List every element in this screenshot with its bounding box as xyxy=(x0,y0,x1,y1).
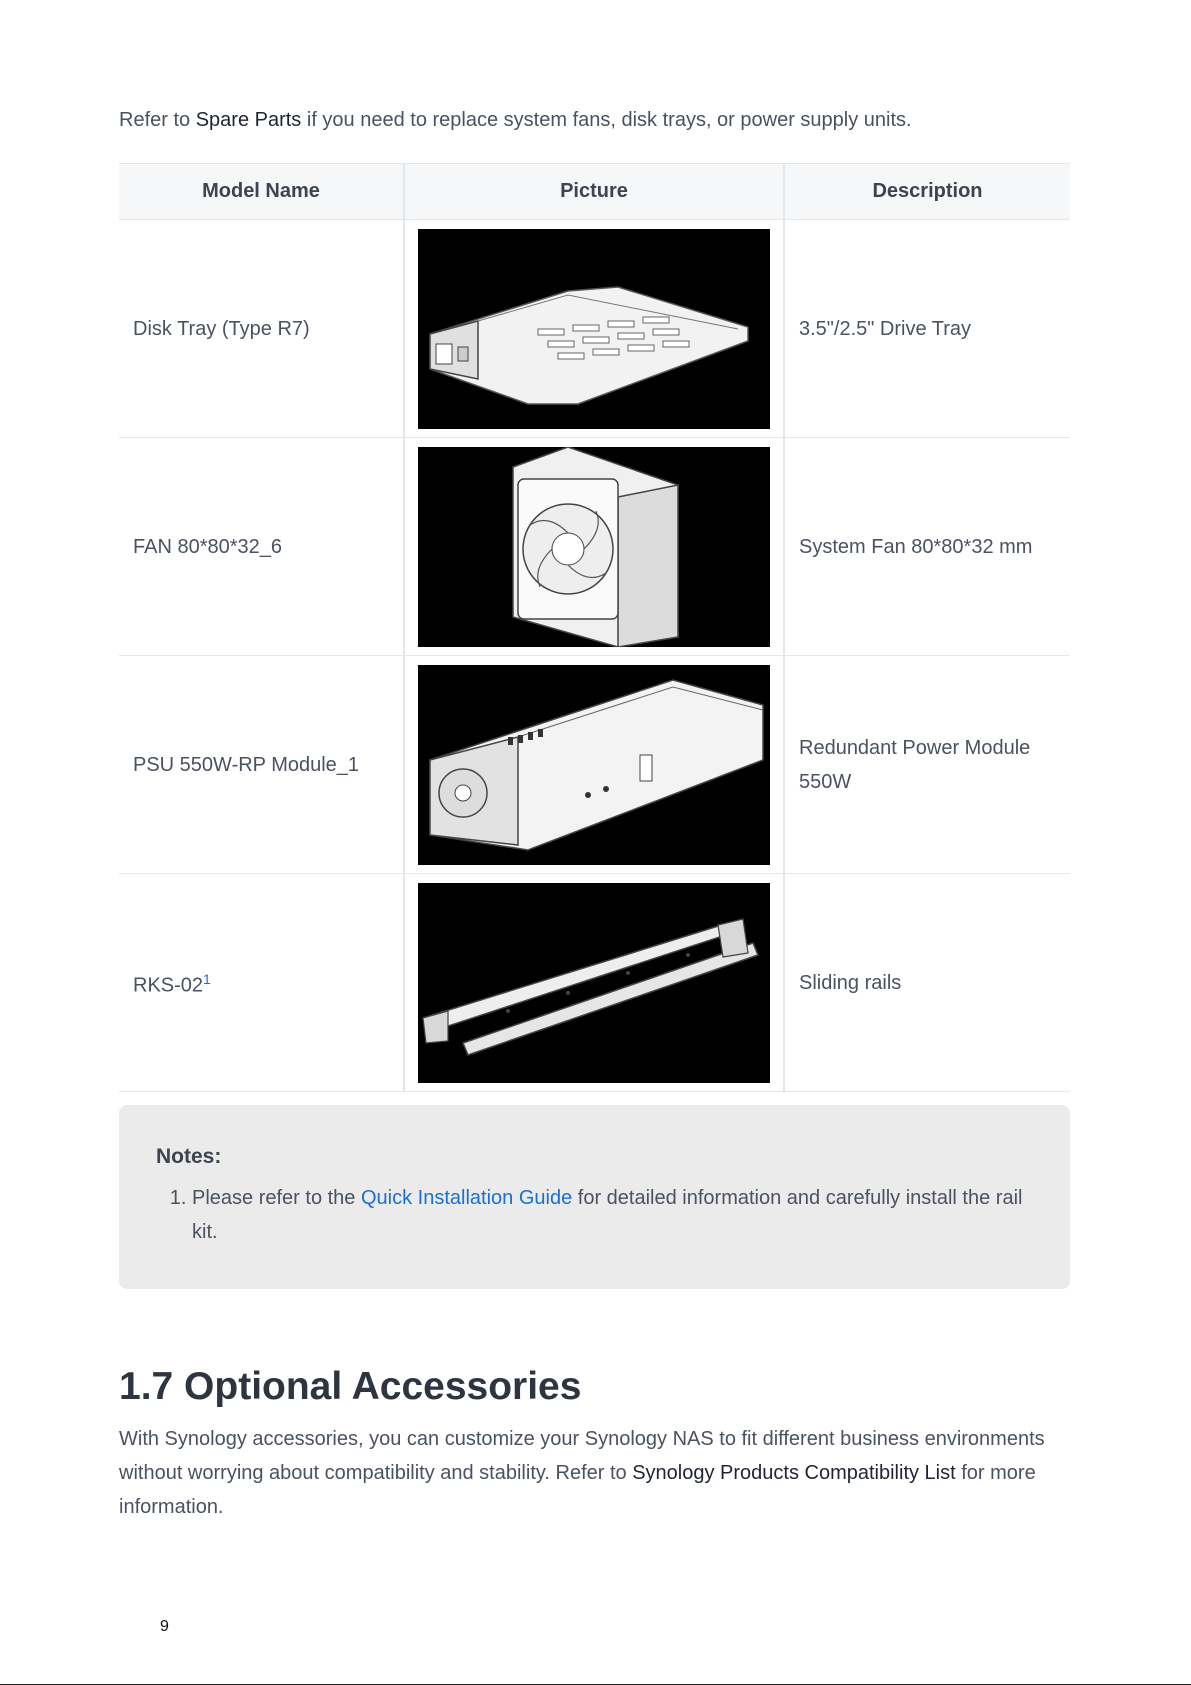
notes-title: Notes: xyxy=(156,1145,222,1168)
table-row xyxy=(119,220,1070,438)
model-name-cell xyxy=(119,220,404,438)
description-cell xyxy=(784,656,1070,874)
note-suffix: for detailed information and carefully install the rail kit. xyxy=(192,1187,1023,1243)
footnote-marker[interactable]: 1 xyxy=(203,971,211,988)
section-paragraph xyxy=(119,1422,1049,1524)
picture-cell xyxy=(404,656,784,874)
spare-parts-link[interactable]: Spare Parts xyxy=(195,109,302,131)
note-prefix: Please refer to the xyxy=(192,1187,361,1209)
table-row xyxy=(119,874,1070,1092)
header-description: Description xyxy=(784,164,1070,220)
table-row xyxy=(119,438,1070,656)
description: Redundant Power Module 550W xyxy=(799,736,1031,793)
model-name-cell xyxy=(119,874,404,1092)
model-name: Disk Tray (Type R7) xyxy=(133,317,310,340)
picture-cell xyxy=(404,438,784,656)
quick-installation-guide-link[interactable]: Quick Installation Guide xyxy=(360,1187,573,1209)
intro-suffix: if you need to replace system fans, disk trays, or power supply units. xyxy=(301,109,912,131)
table-row xyxy=(119,656,1070,874)
header-model-name: Model Name xyxy=(119,164,404,220)
sliding-rails-image xyxy=(418,883,770,1083)
model-name: RKS-02 xyxy=(133,974,204,997)
notes-box xyxy=(119,1105,1070,1289)
notes-list xyxy=(156,1181,1034,1249)
compatibility-list-link[interactable]: Synology Products Compatibility List xyxy=(632,1462,956,1484)
header-picture: Picture xyxy=(404,164,784,220)
model-name-cell xyxy=(119,656,404,874)
power-module-image xyxy=(418,665,770,865)
drive-tray-image xyxy=(418,229,770,429)
picture-cell xyxy=(404,874,784,1092)
description: System Fan 80*80*32 mm xyxy=(799,535,1033,558)
intro-paragraph xyxy=(119,106,1069,134)
section-para-suffix: for more information. xyxy=(119,1462,1036,1518)
list-item xyxy=(192,1181,1034,1249)
description: Sliding rails xyxy=(799,971,902,994)
model-name: FAN 80*80*32_6 xyxy=(133,535,283,558)
section-para-prefix: With Synology accessories, you can customize your Synology NAS to fit different business environments without worrying about compatibility and stability. Refer to xyxy=(119,1428,1045,1484)
intro-prefix: Refer to xyxy=(119,109,196,131)
table-header-row xyxy=(119,164,1070,220)
description-cell xyxy=(784,220,1070,438)
picture-cell xyxy=(404,220,784,438)
description-cell xyxy=(784,874,1070,1092)
description-cell xyxy=(784,438,1070,656)
spare-parts-table xyxy=(119,163,1070,1092)
model-name-cell xyxy=(119,438,404,656)
description: 3.5"/2.5" Drive Tray xyxy=(799,317,972,340)
page-number: 9 xyxy=(160,1618,169,1635)
section-heading: 1.7 Optional Accessories xyxy=(119,1365,582,1408)
system-fan-image xyxy=(418,447,770,647)
model-name: PSU 550W-RP Module_1 xyxy=(133,753,360,776)
